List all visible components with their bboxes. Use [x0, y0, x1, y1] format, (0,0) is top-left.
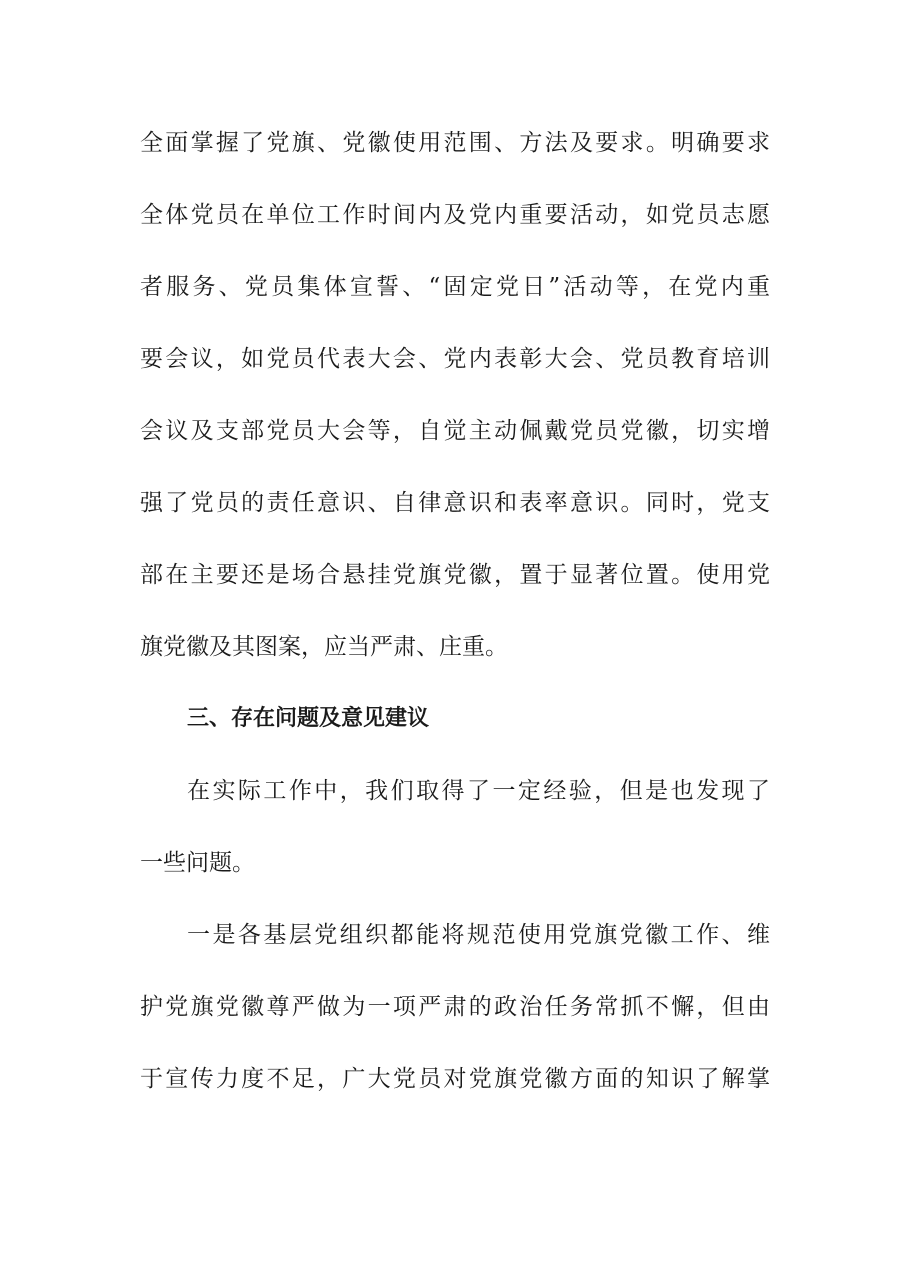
paragraph-line: 部在主要还是场合悬挂党旗党徽，置于显著位置。使用党: [140, 562, 770, 588]
paragraph-line: 要会议，如党员代表大会、党内表彰大会、党员教育培训: [140, 346, 770, 372]
paragraph-line: 会议及支部党员大会等，自觉主动佩戴党员党徽，切实增: [140, 418, 770, 444]
document-body: [140, 117, 770, 1125]
paragraph-line: 全体党员在单位工作时间内及党内重要活动，如党员志愿: [140, 202, 770, 228]
paragraph-line: 一是各基层党组织都能将规范使用党旗党徽工作、维: [187, 922, 770, 948]
paragraph-line: 旗党徽及其图案，应当严肃、庄重。: [140, 634, 508, 660]
paragraph-line: 护党旗党徽尊严做为一项严肃的政治任务常抓不懈，但由: [140, 994, 770, 1020]
paragraph-line: 在实际工作中，我们取得了一定经验，但是也发现了: [187, 778, 770, 804]
paragraph-line: 一些问题。: [140, 850, 255, 876]
paragraph-line: 全面掌握了党旗、党徽使用范围、方法及要求。明确要求: [140, 130, 770, 156]
paragraph-line: 者服务、党员集体宣誓、“固定党日”活动等，在党内重: [140, 274, 770, 300]
paragraph-line: 强了党员的责任意识、自律意识和表率意识。同时，党支: [140, 490, 770, 516]
paragraph-line: 于宣传力度不足，广大党员对党旗党徽方面的知识了解掌: [140, 1066, 770, 1092]
section-heading: 三、存在问题及意见建议: [187, 706, 430, 731]
